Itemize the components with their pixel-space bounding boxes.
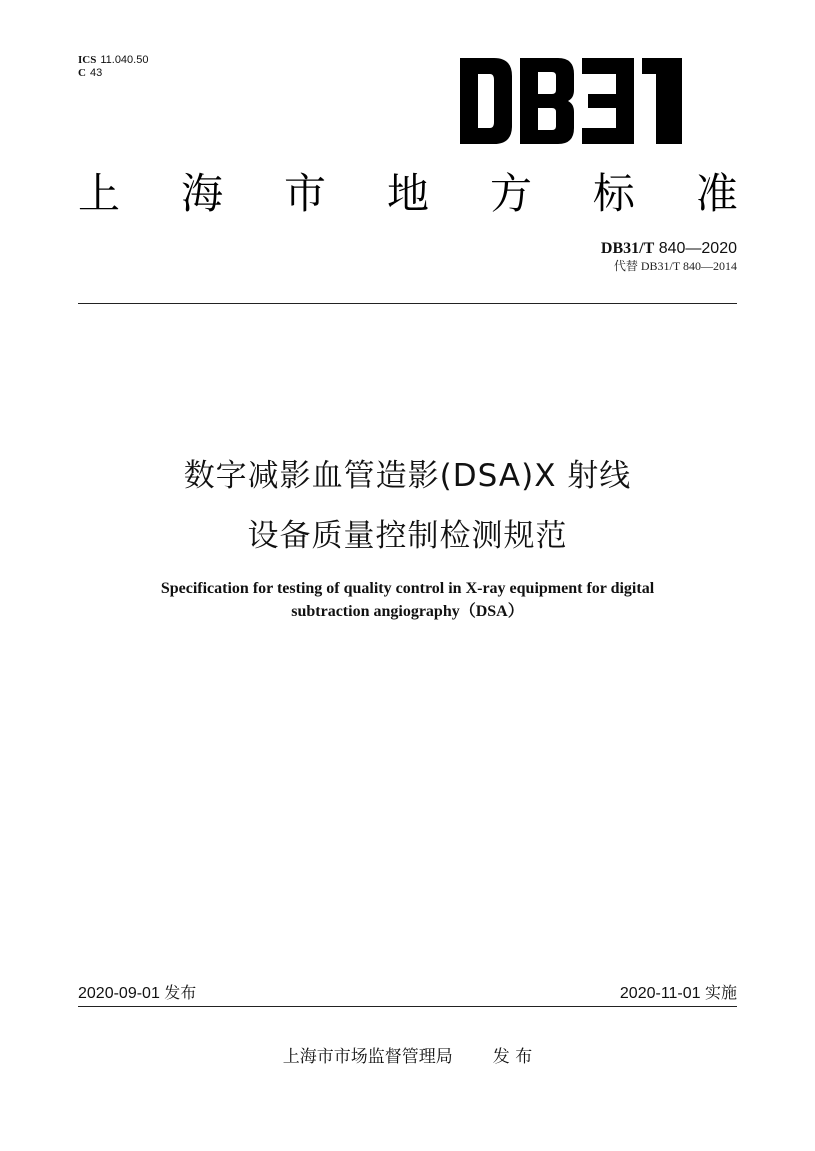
header-divider bbox=[78, 303, 737, 304]
publish-date: 2020-09-01 发布 bbox=[78, 985, 197, 1002]
title-cn-line: 数字减影血管造影(DSA)X 射线 bbox=[183, 458, 632, 494]
classification-codes bbox=[78, 54, 148, 80]
standard-type-char: 地 bbox=[386, 169, 429, 218]
standard-type-char: 准 bbox=[695, 169, 738, 218]
standard-type-char: 标 bbox=[592, 169, 635, 218]
title-en-line: Specification for testing of quality control in X-ray equipment for digital bbox=[160, 580, 655, 597]
issuer-line bbox=[0, 1046, 815, 1068]
issuer-name: 上海市市场监督管理局 bbox=[282, 1047, 453, 1067]
standard-number-block bbox=[601, 239, 737, 273]
standard-number bbox=[601, 239, 737, 259]
ics-value: 11.040.50 bbox=[100, 54, 149, 66]
standard-number-value: 840—2020 bbox=[658, 240, 737, 257]
title-cn-line: 设备质量控制检测规范 bbox=[247, 518, 568, 554]
document-title-en bbox=[90, 577, 725, 623]
ccs-label: C bbox=[78, 67, 86, 79]
standard-number-prefix: DB31/T bbox=[600, 240, 655, 257]
document-title-cn bbox=[0, 446, 815, 566]
db31-logo-graphic bbox=[460, 58, 694, 144]
ics-line bbox=[78, 54, 148, 67]
standard-type-char: 方 bbox=[489, 169, 532, 218]
ccs-value: 43 bbox=[89, 67, 103, 79]
standard-type-char: 市 bbox=[283, 169, 326, 218]
footer-divider bbox=[78, 1006, 737, 1007]
standard-type-title bbox=[78, 164, 738, 224]
replaces-standard: 代替 DB31/T 840—2014 bbox=[613, 259, 737, 273]
issuer-action: 发 布 bbox=[492, 1047, 533, 1067]
title-en-line: subtraction angiography（DSA） bbox=[291, 603, 524, 620]
db31-logo bbox=[460, 58, 694, 144]
ccs-line bbox=[78, 67, 148, 80]
standard-type-char: 海 bbox=[180, 169, 223, 218]
standard-type-char: 上 bbox=[78, 169, 121, 218]
implementation-date: 2020-11-01 实施 bbox=[619, 985, 737, 1002]
ics-label: ICS bbox=[78, 54, 97, 66]
